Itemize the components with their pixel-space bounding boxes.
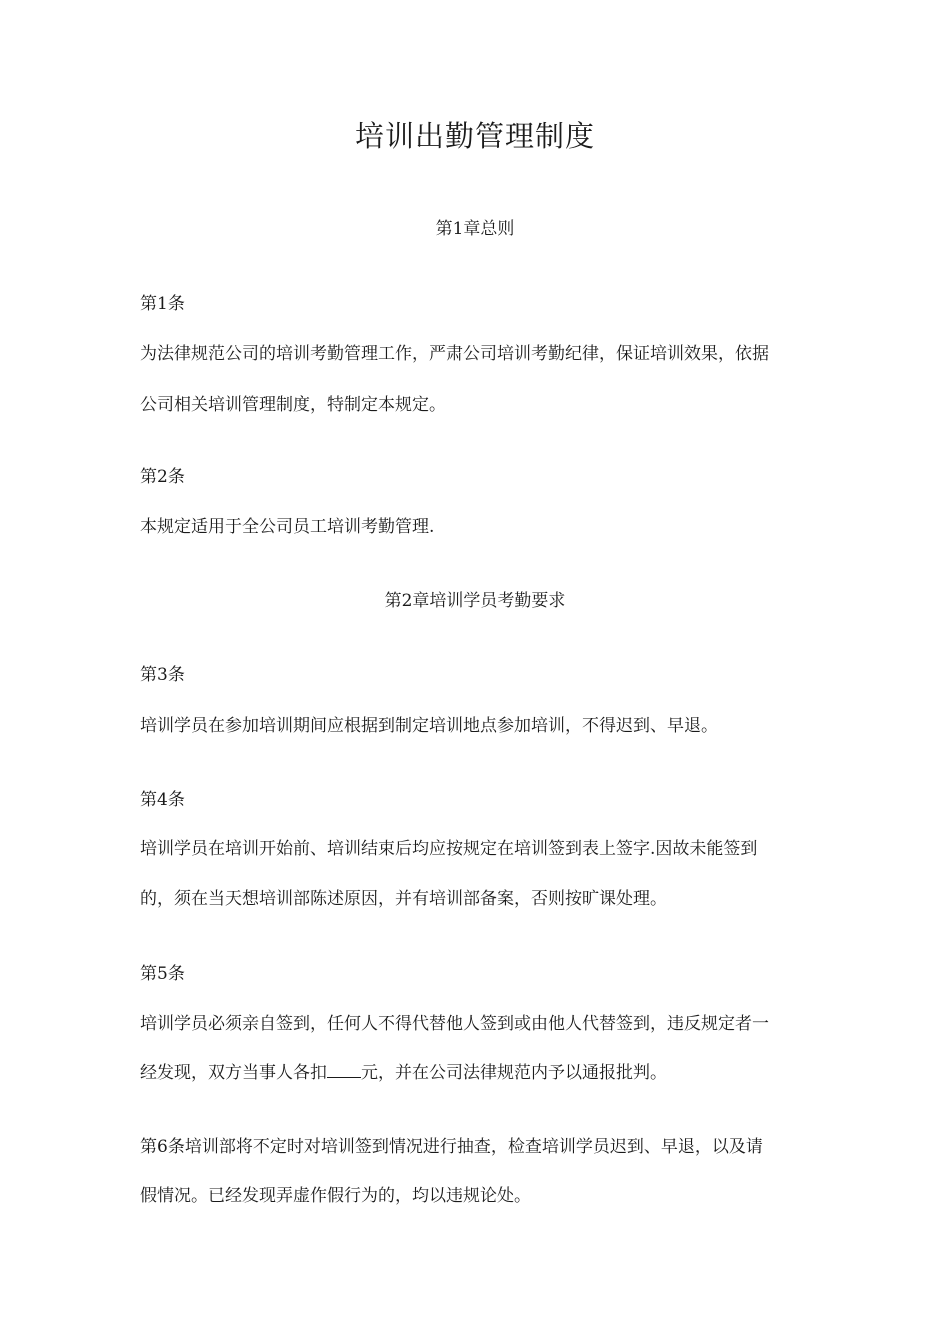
article-5-text-after-blank: 元，并在公司法律规范内予以通报批判。 (361, 1063, 667, 1083)
article-4-text-line-2: 的，须在当天想培训部陈述原因，并有培训部备案，否则按旷课处理。 (140, 889, 667, 909)
amount-blank (327, 1063, 361, 1078)
article-3-text-line-1: 培训学员在参加培训期间应根据到制定培训地点参加培训，不得迟到、早退。 (140, 716, 718, 736)
article-5-text-line-2 (140, 1061, 820, 1085)
article-2-label: 第2条 (140, 467, 185, 487)
article-3-label: 第3条 (140, 665, 185, 685)
article-5-text-before-blank: 经发现，双方当事人各扣 (140, 1063, 327, 1083)
article-4-label: 第4条 (140, 790, 185, 810)
chapter-2-heading: 第2章培训学员考勤要求 (384, 591, 566, 611)
article-1-text-line-1: 为法律规范公司的培训考勤管理工作，严肃公司培训考勤纪律，保证培训效果，依据 (140, 344, 769, 364)
article-5-label: 第5条 (140, 964, 185, 984)
article-2-text-line-1: 本规定适用于全公司员工培训考勤管理. (140, 517, 435, 537)
article-4-text-line-1: 培训学员在培训开始前、培训结束后均应按规定在培训签到表上签字.因故未能签到 (140, 839, 758, 859)
article-1-label: 第1条 (140, 294, 185, 314)
article-6-text-line-1: 第6条培训部将不定时对培训签到情况进行抽查，检查培训学员迟到、早退，以及请 (140, 1137, 763, 1157)
chapter-1-heading: 第1章总则 (435, 219, 515, 239)
document-title: 培训出勤管理制度 (354, 119, 595, 153)
article-5-text-line-1: 培训学员必须亲自签到，任何人不得代替他人签到或由他人代替签到，违反规定者一 (140, 1014, 769, 1034)
article-1-text-line-2: 公司相关培训管理制度，特制定本规定。 (140, 395, 446, 415)
article-6-text-line-2: 假情况。已经发现弄虚作假行为的，均以违规论处。 (140, 1186, 531, 1206)
